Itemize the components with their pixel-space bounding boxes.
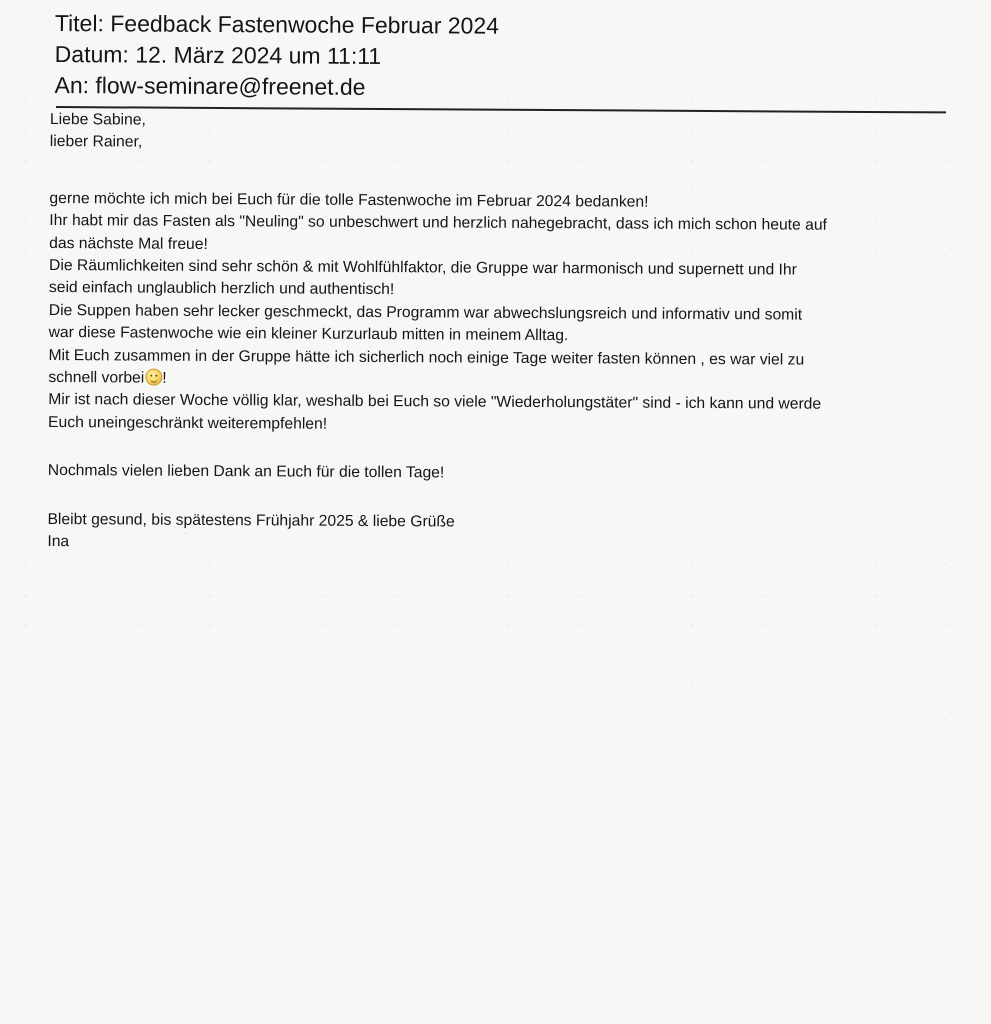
body-line-8: Mit Euch zusammen in der Gruppe hätte ich sicherlich noch einige Tage weiter fasten können , es war viel zu — [48, 346, 805, 369]
body-line-4: Die Räumlichkeiten sind sehr schön & mit Wohlfühlfaktor, die Gruppe war harmonisch und supernett und Ihr — [48, 257, 797, 279]
email-date: Datum: 12. März 2024 um 11:11 — [54, 40, 382, 69]
greeting-sabine: Liebe Sabine, — [49, 110, 146, 129]
body-line-11: Euch uneingeschränkt weiterempfehlen! — [48, 413, 328, 433]
body-line-9-exclamation: ! — [162, 369, 167, 387]
email-recipient: An: flow-seminare@freenet.de — [54, 71, 366, 100]
body-line-1: gerne möchte ich mich bei Euch für die tolle Fastenwoche im Februar 2024 bedanken! — [49, 189, 649, 211]
smiling-face-icon — [145, 369, 162, 386]
email-title: Titel: Feedback Fastenwoche Februar 2024 — [54, 9, 500, 39]
body-line-6: Die Suppen haben sehr lecker geschmeckt, das Programm war abwechslungsreich und informativ und somit — [48, 301, 803, 324]
email-body — [47, 109, 945, 559]
body-line-10: Mir ist nach dieser Woche völlig klar, weshalb bei Euch so viele "Wiederholungstäter" sind - ich kann und werde — [48, 391, 822, 414]
closing-line: Bleibt gesund, bis spätestens Frühjahr 2025 & liebe Grüße — [47, 510, 455, 531]
body-line-5: seid einfach unglaublich herzlich und authentisch! — [48, 279, 395, 299]
body-line-3: das nächste Mal freue! — [49, 234, 208, 253]
paragraph-gap — [50, 154, 945, 193]
body-line-2: Ihr habt mir das Fasten als "Neuling" so unbeschwert und herzlich nahegebracht, dass ich mich schon heute auf — [49, 212, 828, 234]
signature: Ina — [47, 533, 70, 551]
email-header — [54, 8, 945, 106]
thanks-line: Nochmals vielen lieben Dank an Euch für die tollen Tage! — [47, 462, 445, 482]
greeting-rainer: lieber Rainer, — [49, 133, 143, 151]
body-line-9-text: schnell vorbei — [48, 369, 145, 387]
body-line-7: war diese Fastenwoche wie ein kleiner Kurzurlaub mitten in meinem Alltag. — [48, 324, 569, 345]
